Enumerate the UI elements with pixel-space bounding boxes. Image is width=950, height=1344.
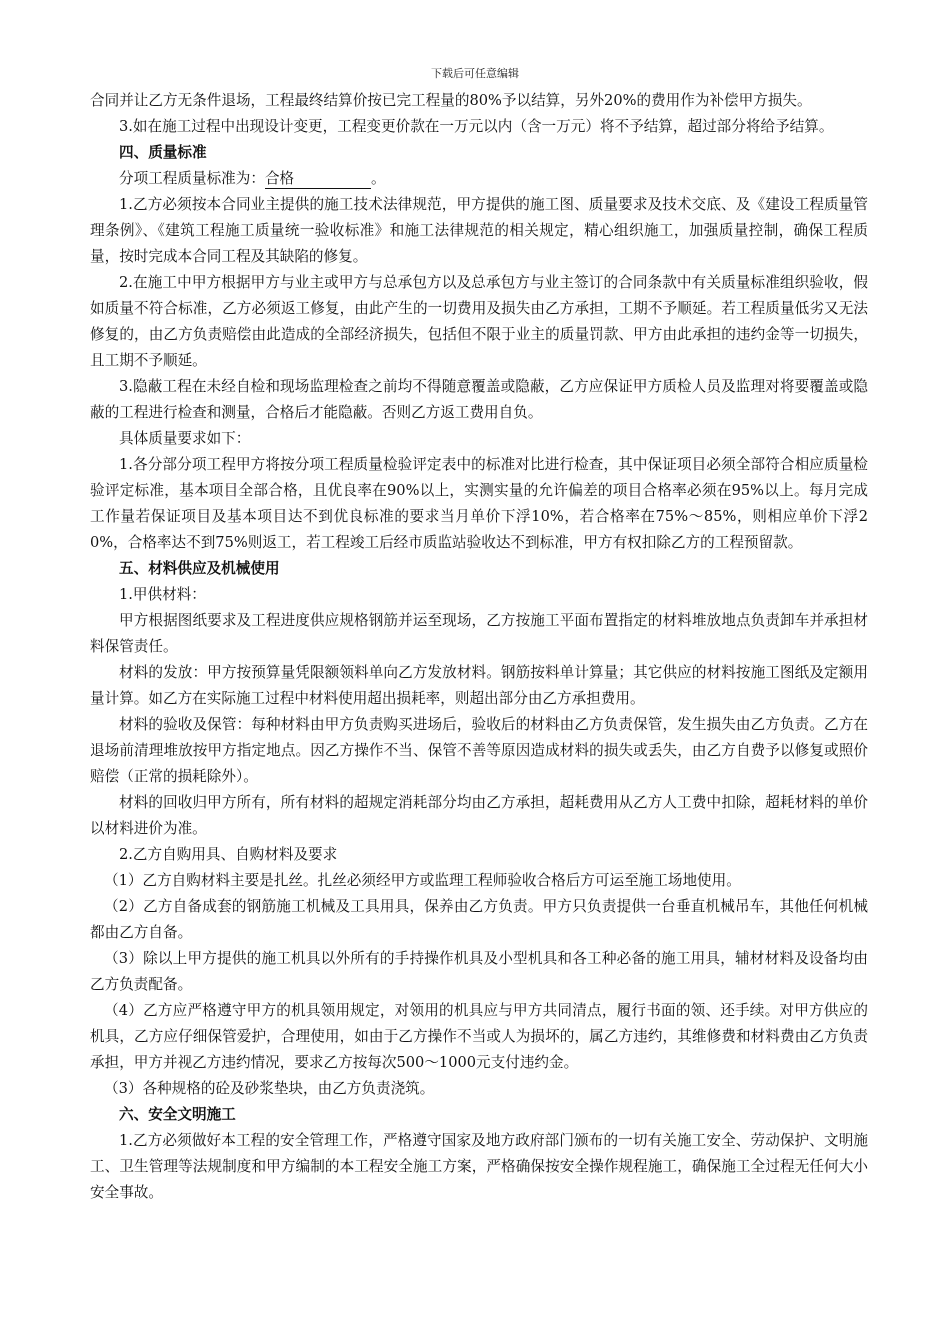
quality-standard-label: 分项工程质量标准为： (119, 170, 265, 187)
paragraph: 3.如在施工过程中出现设计变更，工程变更价款在一万元以内（含一万元）将不予结算，超过部分将给予结算。 (119, 118, 834, 135)
paragraph: 2.在施工中甲方根据甲方与业主或甲方与总承包方以及总承包方与业主签订的合同条款中有关质量标准组织验收，假如质量不符合标准，乙方必须返工修复，由此产生的一切费用及损失由乙方承担，工期不予顺延。若工程质量低劣又无法修复的，由乙方负责赔偿由此造成的全部经济损失，包括但不限于业主的质量罚款、甲方由此承担的违约金等一切损失，且工期不予顺延。 (90, 274, 868, 369)
paragraph: 3.隐蔽工程在未经自检和现场监理检查之前均不得随意覆盖或隐蔽，乙方应保证甲方质检人员及监理对将要覆盖或隐蔽的工程进行检查和测量，合格后才能隐蔽。否则乙方返工费用自负。 (90, 378, 868, 421)
paragraph: 1.乙方必须按本合同业主提供的施工技术法律规范，甲方提供的施工图、质量要求及技术交底、及《建设工程质量管理条例》、《建筑工程施工质量统一验收标准》和施工法律规范的相关规定，精心组织施工，加强质量控制，确保工程质量，按时完成本合同工程及其缺陷的修复。 (90, 196, 868, 265)
paragraph: 材料的发放：甲方按预算量凭限额领料单向乙方发放材料。钢筋按料单计算量；其它供应的材料按施工图纸及定额用量计算。如乙方在实际施工过程中材料使用超出损耗率，则超出部分由乙方承担费用。 (90, 664, 868, 707)
paragraph: 甲方根据图纸要求及工程进度供应规格钢筋并运至现场，乙方按施工平面布置指定的材料堆放地点负责卸车并承担材料保管责任。 (90, 612, 868, 655)
paragraph: （1）乙方自购材料主要是扎丝。扎丝必须经甲方或监理工程师验收合格后方可运至施工场地使用。 (104, 872, 741, 889)
paragraph: 2.乙方自购用具、自购材料及要求 (119, 846, 338, 863)
paragraph: 材料的验收及保管：每种材料由甲方负责购买进场后，验收后的材料由乙方负责保管，发生损失由乙方负责。乙方在退场前清理堆放按甲方指定地点。因乙方操作不当、保管不善等原因造成材料的损失或丢失，由乙方自费予以修复或照价赔偿（正常的损耗除外）。 (90, 716, 868, 785)
paragraph: 1.乙方必须做好本工程的安全管理工作，严格遵守国家及地方政府部门颁布的一切有关施工安全、劳动保护、文明施工、卫生管理等法规制度和甲方编制的本工程安全施工方案，严格确保按安全操作规程施工，确保施工全过程无任何大小安全事故。 (90, 1132, 868, 1201)
paragraph: 1.甲供材料： (119, 586, 206, 603)
paragraph: （4）乙方应严格遵守甲方的机具领用规定，对领用的机具应与甲方共同清点，履行书面的领、还手续。对甲方供应的机具，乙方应仔细保管爱护，合理使用，如由于乙方操作不当或人为损坏的，属乙方违约，其维修费和材料费由乙方负责承担，甲方并视乙方违约情况，要求乙方按每次500～1000元支付违约金。 (90, 1002, 868, 1071)
quality-standard-value: 合格 (265, 170, 371, 189)
paragraph: 材料的回收归甲方所有，所有材料的超规定消耗部分均由乙方承担，超耗费用从乙方人工费中扣除，超耗材料的单价以材料进价为准。 (90, 794, 868, 837)
paragraph: 合同并让乙方无条件退场，工程最终结算价按已完工程量的80%予以结算，另外20%的费用作为补偿甲方损失。 (90, 92, 812, 109)
section-heading-safety: 六、安全文明施工 (119, 1106, 236, 1123)
paragraph-quality-standard (90, 166, 868, 192)
section-heading-materials: 五、材料供应及机械使用 (119, 560, 280, 577)
section-heading-quality: 四、质量标准 (119, 144, 207, 161)
document-body (90, 88, 868, 1206)
paragraph: （3）各种规格的砼及砂浆垫块，由乙方负责浇筑。 (104, 1080, 435, 1097)
quality-standard-suffix: 。 (370, 170, 386, 187)
paragraph: （3）除以上甲方提供的施工机具以外所有的手持操作机具及小型机具和各工种必备的施工用具，辅材材料及设备均由乙方负责配备。 (90, 950, 868, 993)
paragraph: 1.各分部分项工程甲方将按分项工程质量检验评定表中的标准对比进行检查，其中保证项目必须全部符合相应质量检验评定标准，基本项目全部合格，且优良率在90%以上，实测实量的允许偏差的项目合格率必须在95%以上。每月完成工作量若保证项目及基本项目达不到优良标准的要求当月单价下浮10%，若合格率在75%～85%，则相应单价下浮20%，合格率达不到75%则返工，若工程竣工后经市质监站验收达不到标准，甲方有权扣除乙方的工程预留款。 (90, 456, 868, 551)
paragraph: 具体质量要求如下： (119, 430, 251, 447)
page-header: 下载后可任意编辑 (431, 67, 519, 80)
paragraph: （2）乙方自备成套的钢筋施工机械及工具用具，保养由乙方负责。甲方只负责提供一台垂直机械吊车，其他任何机械都由乙方自备。 (90, 898, 868, 941)
